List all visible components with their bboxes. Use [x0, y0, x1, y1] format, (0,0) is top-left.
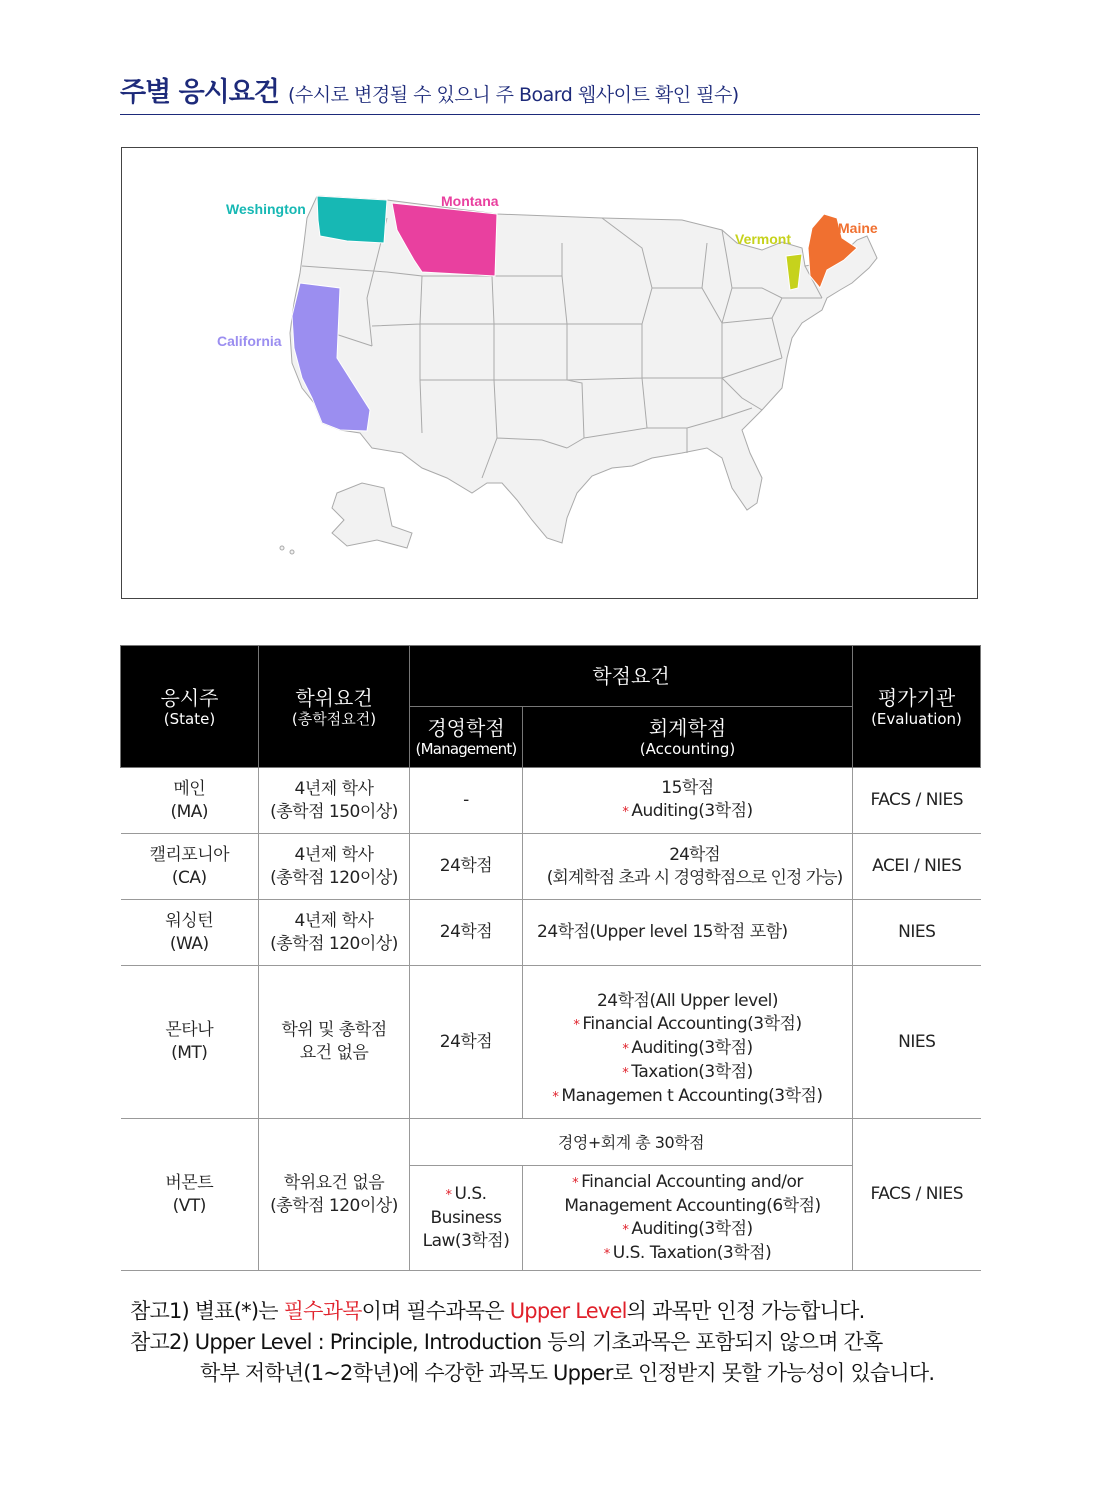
required-star-icon: * — [622, 1041, 629, 1057]
label-maine: Maine — [838, 220, 878, 236]
cell-management: * U.S. Business Law(3학점) — [410, 1166, 523, 1271]
cell-state: 캘리포니아 (CA) — [121, 834, 259, 900]
state-washington — [317, 196, 387, 243]
page-title-row — [120, 70, 980, 115]
table-row — [121, 966, 981, 1119]
cell-state: 메인 (MA) — [121, 768, 259, 834]
header-state: 응시주 (State) — [121, 646, 259, 768]
cell-degree: 학위 및 총학점 요건 없음 — [259, 966, 410, 1119]
cell-evaluation: FACS / NIES — [853, 768, 981, 834]
required-star-icon: * — [622, 1222, 629, 1238]
header-management: 경영학점 (Management) — [410, 707, 523, 768]
table-row — [121, 834, 981, 900]
header-degree: 학위요건 (총학점요건) — [259, 646, 410, 768]
label-montana: Montana — [441, 193, 499, 209]
us-map-base — [280, 196, 877, 554]
cell-management: - — [410, 768, 523, 834]
cell-accounting: 24학점(All Upper level) * Financial Accounting(3학점) * Auditing(3학점) * Taxation(3학점) * Managemen t Accounting(3학점) — [523, 966, 853, 1119]
cell-accounting: 24학점(Upper level 15학점 포함) — [523, 900, 853, 966]
cell-evaluation: NIES — [853, 966, 981, 1119]
us-map-panel — [121, 147, 978, 599]
alaska-outline — [332, 483, 412, 548]
cell-accounting: * Financial Accounting and/or Management Accounting(6학점) * Auditing(3학점) * U.S. Taxation(3학점) — [523, 1166, 853, 1271]
header-credit: 학점요건 — [410, 646, 853, 707]
us-map — [122, 148, 979, 600]
table-row — [121, 900, 981, 966]
label-washington: Weshington — [226, 201, 306, 217]
label-california: California — [217, 333, 282, 349]
required-star-icon: * — [552, 1089, 559, 1105]
cell-evaluation: NIES — [853, 900, 981, 966]
required-star-icon: * — [603, 1246, 610, 1262]
header-evaluation: 평가기관 (Evaluation) — [853, 646, 981, 768]
table-row — [121, 768, 981, 834]
cell-state: 워싱턴 (WA) — [121, 900, 259, 966]
cell-degree: 4년제 학사 (총학점 120이상) — [259, 834, 410, 900]
cell-degree: 4년제 학사 (총학점 150이상) — [259, 768, 410, 834]
hawaii-island — [290, 550, 294, 554]
label-vermont: Vermont — [735, 231, 792, 247]
cell-management: 24학점 — [410, 966, 523, 1119]
cell-evaluation: ACEI / NIES — [853, 834, 981, 900]
page-title: 주별 응시요건 — [120, 77, 279, 108]
note-2: 참고2) Upper Level : Principle, Introduction 등의 기초과목은 포함되지 않으며 간혹 — [130, 1330, 883, 1354]
cell-accounting: 15학점 * Auditing(3학점) — [523, 768, 853, 834]
page-subtitle: (수시로 변경될 수 있으니 주 Board 웹사이트 확인 필수) — [288, 84, 739, 106]
requirements-table — [120, 645, 981, 1271]
note-1: 참고1) 별표(*)는 필수과목이며 필수과목은 Upper Level의 과목만 인정 가능합니다. — [130, 1299, 865, 1323]
hawaii-island — [280, 546, 284, 550]
header-accounting: 회계학점 (Accounting) — [523, 707, 853, 768]
cell-management: 24학점 — [410, 834, 523, 900]
cell-state: 버몬트 (VT) — [121, 1119, 259, 1271]
required-star-icon: * — [572, 1175, 579, 1191]
cell-state: 몬타나 (MT) — [121, 966, 259, 1119]
notes — [130, 1296, 990, 1389]
note-2-continued: 학부 저학년(1~2학년)에 수강한 과목도 Upper로 인정받지 못할 가능성이 있습니다. — [200, 1361, 935, 1385]
cell-degree: 학위요건 없음 (총학점 120이상) — [259, 1119, 410, 1271]
cell-evaluation: FACS / NIES — [853, 1119, 981, 1271]
required-star-icon: * — [622, 1065, 629, 1081]
required-star-icon: * — [573, 1017, 580, 1033]
table-row — [121, 1119, 981, 1166]
cell-management: 24학점 — [410, 900, 523, 966]
cell-combined-credits: 경영+회계 총 30학점 — [410, 1119, 853, 1166]
cell-degree: 4년제 학사 (총학점 120이상) — [259, 900, 410, 966]
cell-accounting: 24학점 (회계학점 초과 시 경영학점으로 인정 가능) — [523, 834, 853, 900]
required-star-icon: * — [622, 805, 629, 820]
required-star-icon: * — [445, 1188, 452, 1203]
